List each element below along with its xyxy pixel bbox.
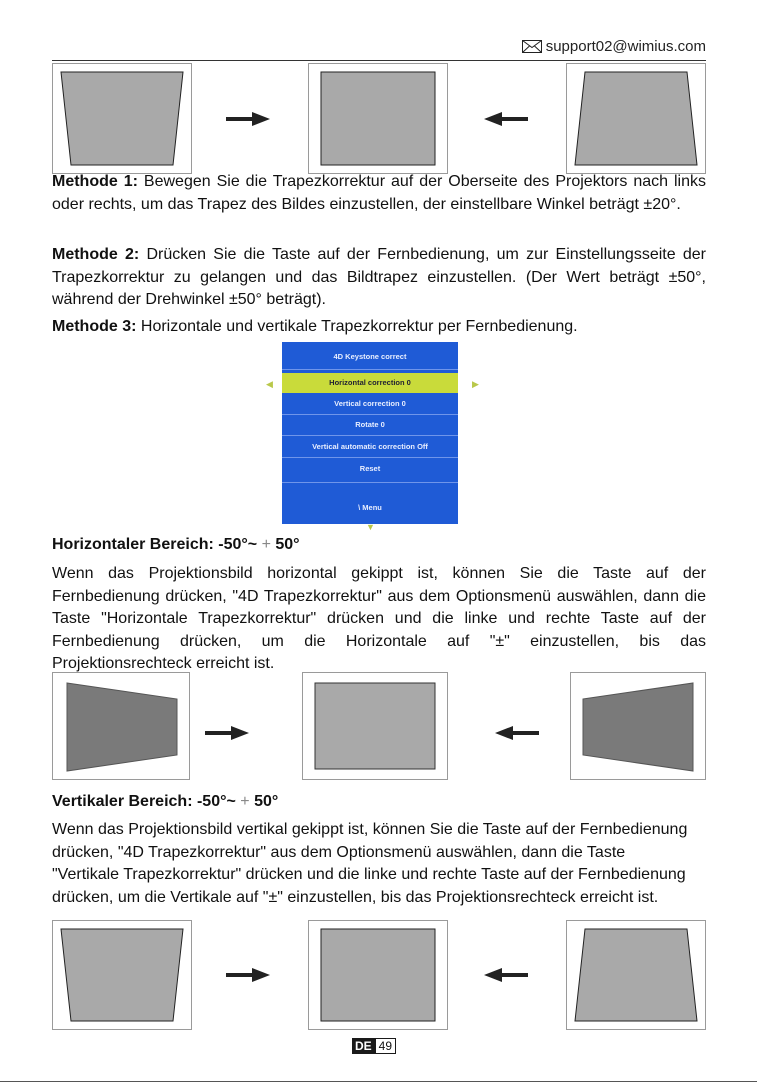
keystone-image-corrected: [308, 63, 448, 174]
method-2-paragraph: [52, 244, 706, 312]
menu-item-reset[interactable]: Reset: [359, 464, 381, 473]
horizontal-heading-plus: +: [257, 536, 276, 553]
keystone-image-after: [566, 63, 706, 174]
arrow-left-icon: [484, 968, 528, 982]
horizontal-image-before: [52, 672, 190, 780]
menu-item-horizontal[interactable]: Horizontal correction 0: [282, 373, 458, 393]
method-1-label: Methode 1:: [52, 173, 138, 190]
vertical-image-corrected: [308, 920, 448, 1030]
envelope-icon: [522, 40, 542, 53]
horizontal-image-after: [570, 672, 706, 780]
horizontal-range-heading: [52, 536, 300, 554]
method-2-label: Methode 2:: [52, 246, 140, 263]
page-number-value: 49: [375, 1038, 396, 1054]
vertical-paragraph: Wenn das Projektionsbild vertikal gekippt ist, können Sie die Taste auf der Fernbedienung drücken, "4D Trapezkorrektur" aus dem Optionsmenü auswählen, dann die Taste "Vertikale Trapezkorrektur" drücken und die linke und rechte Taste auf der Fernbedienung drücken, um die Vertikale auf "±" einzustellen, bis das Projektionsrechteck erreicht ist.: [52, 821, 688, 906]
menu-right-arrow-icon: ▶: [472, 379, 479, 389]
arrow-left-icon: [495, 726, 539, 740]
arrow-left-icon: [484, 112, 528, 126]
menu-footer: \ Menu: [358, 503, 382, 512]
menu-item-rotate[interactable]: Rotate 0: [355, 420, 385, 429]
page-header: [52, 0, 706, 61]
vertical-heading-text: Vertikaler Bereich: -50°~: [52, 793, 236, 810]
method-1-text: Bewegen Sie die Trapezkorrektur auf der Oberseite des Projektors nach links oder rechts, um das Trapez des Bildes einzustellen, der einstellbare Winkel beträgt ±20°.: [52, 173, 707, 213]
menu-title: 4D Keystone correct: [333, 352, 407, 361]
vertical-image-before: [52, 920, 192, 1030]
method-3-text: Horizontale und vertikale Trapezkorrektur per Fernbedienung.: [136, 318, 578, 335]
vertical-range-heading: [52, 793, 278, 811]
language-badge: DE: [352, 1038, 375, 1054]
method-2-text: Drücken Sie die Taste auf der Fernbedienung, um zur Einstellungsseite der Trapezkorrektur zu gelangen und das Bildtrapez einzustellen. (Der Wert beträgt ±50°, während der Drehwinkel ±50° beträgt).: [52, 246, 706, 308]
arrow-right-icon: [226, 968, 270, 982]
arrow-right-icon: [226, 112, 270, 126]
vertical-heading-end: 50°: [254, 793, 279, 810]
method-3-label: Methode 3:: [52, 318, 137, 335]
horizontal-heading-text: Horizontaler Bereich: -50°~: [52, 536, 258, 553]
horizontal-heading-end: 50°: [275, 536, 300, 553]
keystone-image-before: [52, 63, 192, 174]
email-text: support02@wimius.com: [545, 38, 706, 55]
horizontal-paragraph: Wenn das Projektionsbild horizontal gekippt ist, können Sie die Taste auf der Fernbedienung drücken, "4D Trapezkorrektur" aus dem Optionsmenü auswählen, dann die Taste "Horizontale Trapezkorrektur" drücken und die linke und rechte Taste auf der Fernbedienung drücken, um die Horizontale auf "±" einzustellen, bis das Projektionsrechteck erreicht ist.: [52, 565, 706, 672]
horizontal-image-corrected: [302, 672, 448, 780]
menu-panel: [282, 342, 458, 524]
menu-down-arrow-icon: ▼: [366, 522, 375, 532]
arrow-right-icon: [205, 726, 249, 740]
menu-item-auto-vertical[interactable]: Vertical automatic correction Off: [312, 442, 428, 451]
keystone-osd-menu: [262, 342, 484, 530]
method-1-paragraph: [52, 171, 706, 216]
footer-divider: [0, 1081, 757, 1082]
menu-item-vertical[interactable]: Vertical correction 0: [334, 399, 406, 408]
method-3-paragraph: [52, 316, 706, 339]
email-contact: [522, 38, 706, 55]
vertical-heading-plus: +: [235, 793, 255, 810]
page-number: [352, 1038, 396, 1054]
menu-left-arrow-icon: ◀: [266, 379, 273, 389]
vertical-image-after: [566, 920, 706, 1030]
